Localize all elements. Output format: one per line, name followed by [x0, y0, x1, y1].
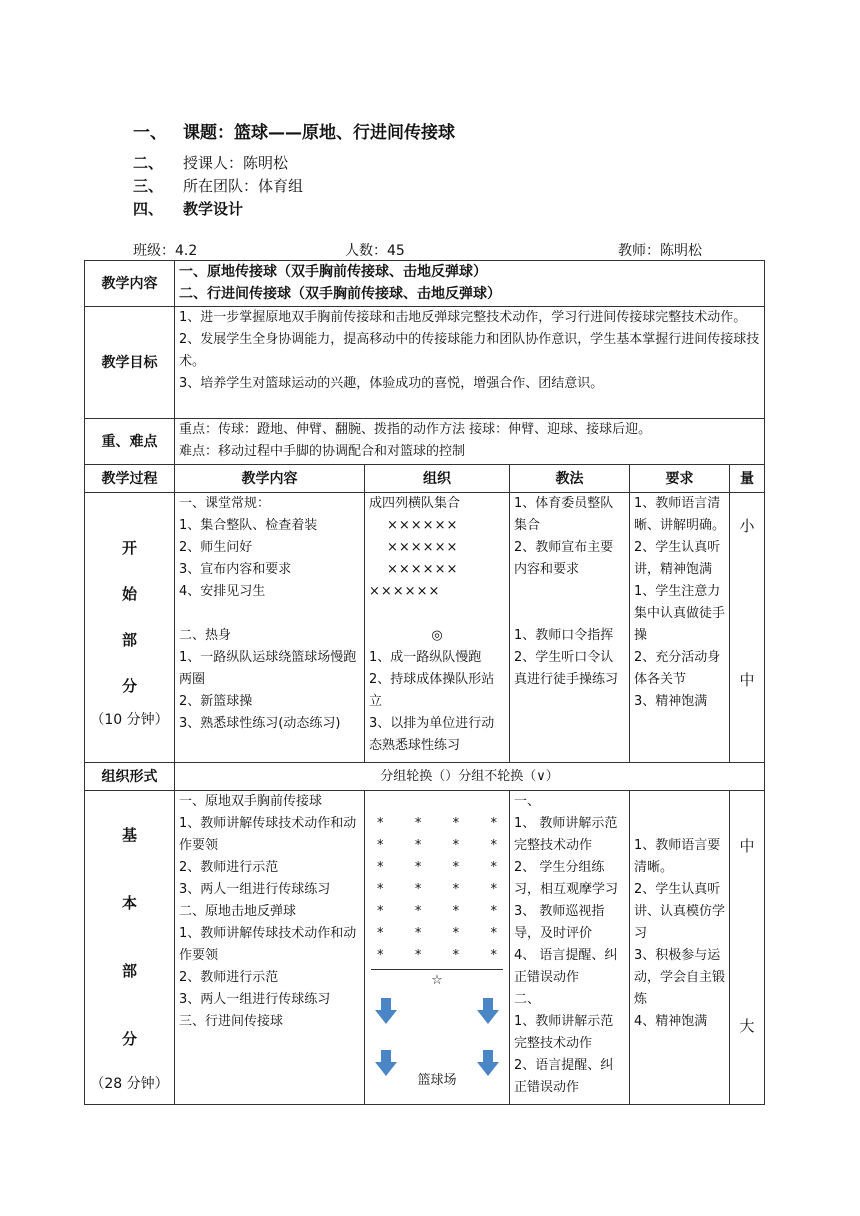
start-content [175, 493, 365, 763]
student-row [371, 813, 503, 835]
basic-req-line: 1、教师语言要清晰。 [634, 838, 721, 875]
req-line: 3、精神饱满 [634, 694, 708, 709]
formation-row: ×××××× [387, 562, 459, 577]
item-number-2: 二、 [133, 154, 164, 172]
basic-method-line: 2、语言提醒、纠正错误动作 [514, 1058, 614, 1095]
start-content-line: 3、熟悉球性练习(动态练习) [179, 716, 341, 731]
start-char-1: 开 [121, 538, 137, 557]
student-row [371, 879, 503, 901]
start-content-line: 3、宣布内容和要求 [179, 562, 292, 577]
student-mark: * [414, 860, 422, 875]
student-mark: * [414, 926, 422, 941]
goal-3: 3、培养学生对篮球运动的兴趣，体验成功的喜悦，增强合作、团结意识。 [179, 376, 604, 391]
basic-char-3: 部 [121, 961, 137, 980]
goal-1: 1、进一步掌握原地双手胸前传接球和击地反弹球完整技术动作，学习行进间传接球完整技术动作。 [179, 310, 747, 325]
content-line-1: 一、原地传接球（双手胸前传接球、击地反弹球） [179, 264, 487, 280]
start-char-2: 始 [121, 584, 137, 603]
start-content-line: 2、新篮球操 [179, 694, 253, 709]
goals-row [85, 307, 765, 419]
student-mark: * [377, 882, 384, 897]
basic-req-line: 3、积极参与运动，学会自主锻炼 [634, 948, 726, 1007]
org-title: 成四列横队集合 [369, 496, 461, 511]
amount-start-2: 中 [739, 671, 755, 689]
content-label: 教学内容 [85, 261, 175, 307]
goal-2: 2、发展学生全身协调能力，提高移动中的传接球能力和团队协作意识，学生基本掌握行进间传接球技术。 [179, 332, 760, 369]
basic-method-line: 2、 学生分组练习，相互观摩学习 [514, 860, 619, 897]
basic-content-line: 二、原地击地反弹球 [179, 904, 297, 919]
student-mark: * [490, 816, 497, 831]
student-mark: * [414, 882, 422, 897]
method-line: 1、教师口令指挥 [514, 628, 614, 643]
student-row [371, 857, 503, 879]
basic-content [175, 791, 365, 1105]
student-row [371, 835, 503, 857]
start-content-line: 1、一路纵队运球绕篮球场慢跑两圈 [179, 650, 357, 687]
lesson-plan-table [84, 260, 765, 1105]
student-mark: * [490, 926, 497, 941]
basic-org-diagram [365, 791, 510, 1105]
student-row [371, 945, 503, 967]
method-line: 1、体育委员整队集合 [514, 496, 614, 533]
basic-content-line: 三、行进间传接球 [179, 1014, 284, 1029]
basic-char-4: 分 [121, 1029, 137, 1048]
team-line: 所在团队：体育组 [183, 177, 304, 195]
student-mark: * [414, 816, 422, 831]
amount-start-1: 小 [739, 517, 755, 535]
keypoint-1: 重点：传球：蹬地、伸臂、翻腕、拨指的动作方法 接球：伸臂、迎球、接球后迎。 [179, 422, 652, 437]
req-line: 1、学生注意力集中认真做徒手操 [634, 584, 726, 643]
student-mark: * [490, 838, 497, 853]
student-count: 人数：45 [345, 243, 405, 259]
basic-content-line: 2、教师进行示范 [179, 970, 279, 985]
org-form-row [85, 763, 765, 791]
method-line: 2、学生听口令认真进行徒手操练习 [514, 650, 619, 687]
item-number-4: 四、 [133, 200, 164, 218]
start-char-4: 分 [121, 676, 137, 695]
start-time: （10 分钟） [90, 711, 169, 728]
start-section-row [85, 493, 765, 763]
basic-method-line: 3、 教师巡视指导，及时评价 [514, 904, 605, 941]
keypoints-row [85, 419, 765, 465]
org-warm-line: 3、以排为单位进行动态熟悉球性练习 [369, 716, 495, 753]
basic-content-line: 2、教师进行示范 [179, 860, 279, 875]
formation-row: ×××××× [369, 584, 441, 599]
arrow-down-icon [477, 1050, 499, 1076]
student-mark: * [377, 904, 384, 919]
student-mark: * [452, 882, 460, 897]
student-mark: * [377, 926, 384, 941]
start-requirements [630, 493, 730, 763]
formation-row: ×××××× [387, 540, 459, 555]
student-mark: * [377, 816, 384, 831]
design-heading: 教学设计 [183, 200, 244, 218]
student-mark: * [452, 904, 460, 919]
basic-content-line: 1、教师讲解传球技术动作和动作要领 [179, 926, 357, 963]
student-mark: * [452, 860, 460, 875]
student-mark: * [452, 948, 460, 963]
basic-content-line: 3、两人一组进行传球练习 [179, 992, 331, 1007]
arrow-down-icon [375, 998, 397, 1024]
basic-section-row [85, 791, 765, 1105]
student-pairs-diagram [371, 813, 503, 970]
arrow-down-icon [375, 1050, 397, 1076]
student-mark: * [490, 882, 497, 897]
class-info: 班级：4.2 [133, 243, 198, 259]
teacher-position-mark: ◎ [431, 628, 443, 643]
student-mark: * [414, 904, 422, 919]
col-content: 教学内容 [175, 465, 365, 493]
basic-method [510, 791, 630, 1105]
start-content-line: 1、集合整队、检查着装 [179, 518, 318, 533]
req-line: 1、教师语言清晰、讲解明确。 [634, 496, 726, 533]
item-number-3: 三、 [133, 177, 164, 195]
basic-time: （28 分钟） [90, 1075, 169, 1092]
court-label: 篮球场 [417, 1073, 457, 1088]
title-number: 一、 [133, 123, 167, 143]
start-org [365, 493, 510, 763]
student-mark: * [490, 948, 497, 963]
col-method: 教法 [510, 465, 630, 493]
content-row [85, 261, 765, 307]
keypoint-2: 难点：移动过程中手脚的协调配合和对篮球的控制 [179, 444, 466, 459]
page-title: 课题：篮球——原地、行进间传接球 [183, 123, 455, 143]
student-mark: * [490, 904, 497, 919]
amount-basic-1: 中 [739, 837, 755, 855]
student-mark: * [377, 860, 384, 875]
basic-req-line: 2、学生认真听讲、认真模仿学习 [634, 882, 726, 941]
student-mark: * [414, 948, 422, 963]
content-line-2: 二、行进间传接球（双手胸前传接球、击地反弹球） [179, 286, 501, 302]
method-line: 2、教师宣布主要内容和要求 [514, 540, 614, 577]
student-mark: * [452, 816, 460, 831]
lecturer-line: 授课人：陈明松 [183, 154, 289, 172]
formation-row: ×××××× [387, 518, 459, 533]
start-content-line: 一、课堂常规： [179, 496, 271, 511]
basic-req-line: 4、精神饱满 [634, 1014, 708, 1029]
student-mark: * [377, 948, 384, 963]
col-req: 要求 [630, 465, 730, 493]
student-mark: * [414, 838, 422, 853]
start-method [510, 493, 630, 763]
basic-requirements [630, 791, 730, 1105]
student-mark: * [377, 838, 384, 853]
basic-method-line: 1、 教师讲解示范完整技术动作 [514, 816, 618, 853]
basic-method-line: 二、 [514, 992, 541, 1007]
column-header-row [85, 465, 765, 493]
arrow-down-icon [477, 998, 499, 1024]
start-char-3: 部 [121, 630, 137, 649]
org-form-text: 分组轮换（）分组不轮换（∨） [175, 763, 765, 791]
student-mark: * [490, 860, 497, 875]
org-warm-line: 1、成一路纵队慢跑 [369, 650, 482, 665]
col-process: 教学过程 [85, 465, 175, 493]
col-org: 组织 [365, 465, 510, 493]
teacher-info: 教师：陈明松 [618, 243, 702, 259]
amount-basic-2: 大 [739, 1017, 755, 1035]
col-amount: 量 [730, 465, 765, 493]
basic-method-line: 一、 [514, 794, 541, 809]
keypoints-label: 重、难点 [85, 419, 175, 465]
basic-method-line: 1、教师讲解示范完整技术动作 [514, 1014, 614, 1051]
basic-method-line: 4、 语言提醒、纠正错误动作 [514, 948, 618, 985]
req-line: 2、学生认真听讲，精神饱满 [634, 540, 721, 577]
basic-content-line: 一、原地双手胸前传接球 [179, 794, 323, 809]
req-line: 2、充分活动身体各关节 [634, 650, 721, 687]
goals-label: 教学目标 [85, 307, 175, 419]
basic-char-1: 基 [121, 825, 137, 844]
student-mark: * [452, 838, 460, 853]
basic-char-2: 本 [121, 893, 137, 912]
org-warm-line: 2、持球成体操队形站立 [369, 672, 495, 709]
student-row [371, 923, 503, 945]
student-mark: * [452, 926, 460, 941]
org-form-label: 组织形式 [85, 763, 175, 791]
start-content-line: 二、热身 [179, 628, 232, 643]
student-row [371, 901, 503, 923]
basic-content-line: 1、教师讲解传球技术动作和动作要领 [179, 816, 357, 853]
teacher-star-mark: ☆ [431, 973, 443, 988]
basic-content-line: 3、两人一组进行传球练习 [179, 882, 331, 897]
start-content-line: 4、安排见习生 [179, 584, 266, 599]
start-content-line: 2、师生问好 [179, 540, 253, 555]
